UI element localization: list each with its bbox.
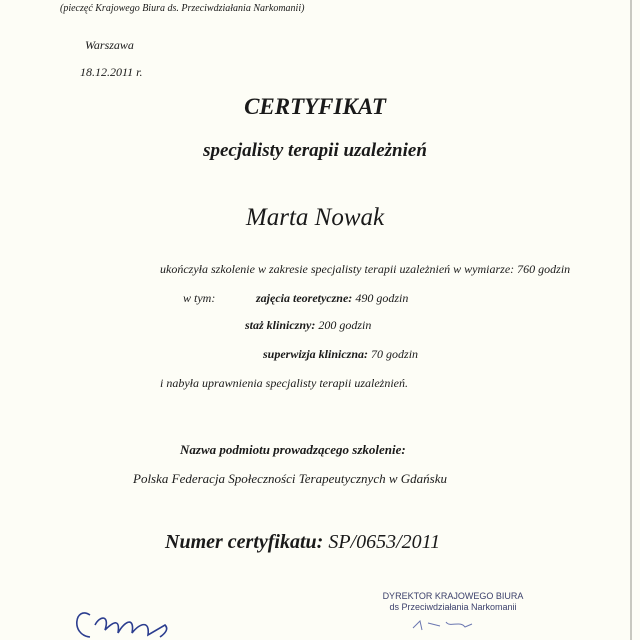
signature-left — [70, 595, 190, 640]
director-stamp: DYREKTOR KRAJOWEGO BIURA ds Przeciwdziałania Narkomanii — [382, 591, 524, 612]
city: Warszawa — [85, 38, 134, 52]
closing-line: i nabyła uprawnienia specjalisty terapii uzależnień. — [160, 376, 408, 390]
hours-item: staż kliniczny: 200 godzin — [245, 318, 372, 332]
recipient-name: Marta Nowak — [245, 204, 385, 231]
certificate-number: Numer certyfikatu: SP/0653/2011 — [165, 531, 441, 553]
organizer-label: Nazwa podmiotu prowadzącego szkolenie: — [180, 442, 406, 457]
page-edge — [630, 0, 632, 640]
hours-item: superwizja kliniczna: 70 godzin — [263, 347, 419, 361]
certificate-subtitle: specjalisty terapii uzależnień — [203, 140, 427, 161]
date: 18.12.2011 r. — [80, 65, 143, 79]
stamp-caption: (pieczęć Krajowego Biura ds. Przeciwdziałania Narkomanii) — [60, 3, 305, 14]
organizer-name: Polska Federacja Społeczności Terapeutycznych w Gdańsku — [133, 471, 447, 486]
signature-right — [410, 618, 480, 633]
training-line: ukończyła szkolenie w zakresie specjalisty terapii uzależnień w wymiarze: 760 godzin — [160, 262, 571, 276]
hours-item: zajęcia teoretyczne: 490 godzin — [256, 291, 409, 305]
certificate-title: CERTYFIKAT — [244, 94, 386, 119]
in-that-label: w tym: — [183, 291, 216, 305]
